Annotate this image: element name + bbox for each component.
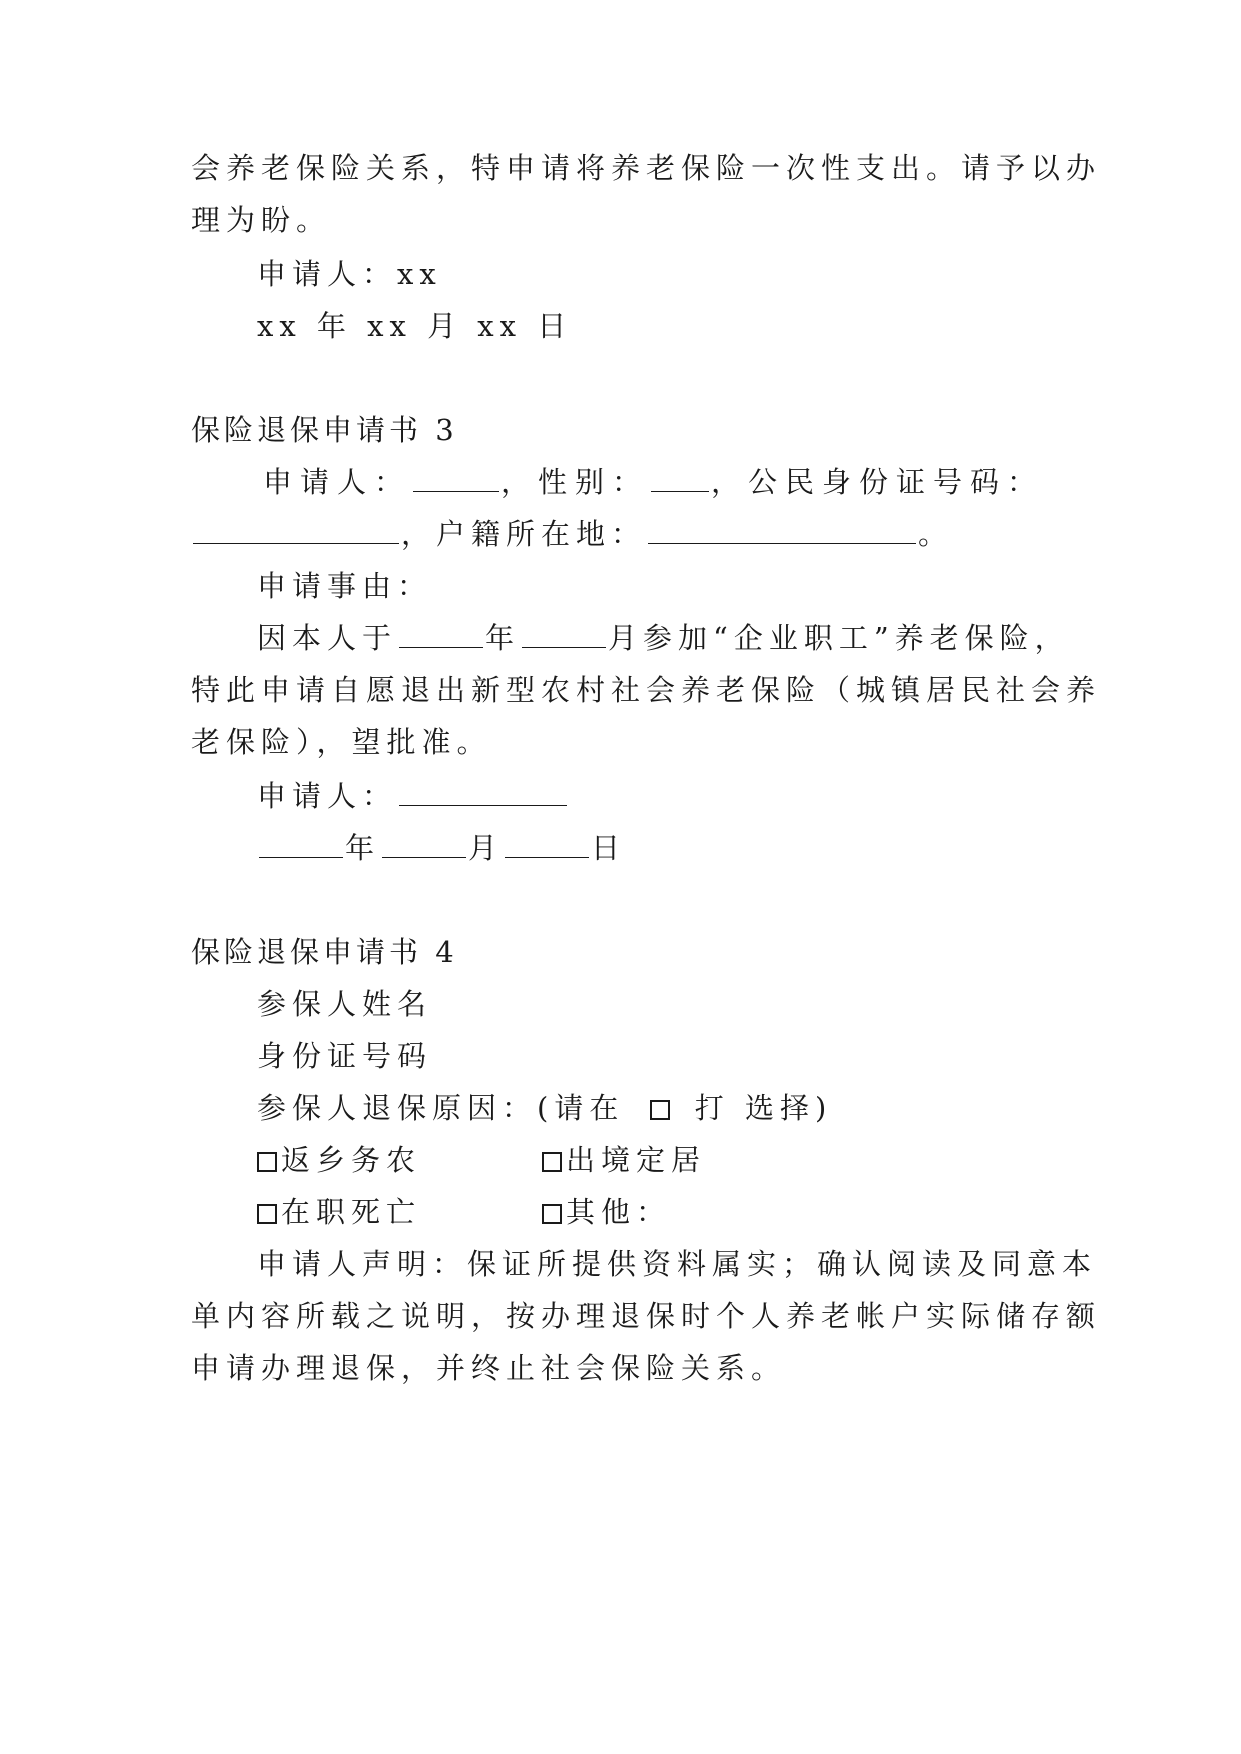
body-text: 月参加“企业职工”养老保险，	[608, 621, 1070, 655]
paragraph-line: 会养老保险关系，特申请将养老保险一次性支出。请予以办	[191, 151, 1102, 185]
paragraph-line: 老保险），望批准。	[191, 725, 492, 759]
option-return-farming[interactable]	[257, 1143, 421, 1177]
option-label: 其他：	[566, 1195, 672, 1229]
option-other[interactable]	[542, 1192, 671, 1232]
reason-label: 申请事由：	[257, 569, 433, 603]
id-number-label: ，公民身份证号码：	[711, 465, 1045, 499]
gender-blank	[651, 463, 709, 492]
id-number-label: 身份证号码	[257, 1039, 433, 1073]
date-day: 日	[591, 831, 627, 865]
month-blank	[522, 619, 606, 648]
checkbox[interactable]	[542, 1204, 562, 1224]
date-month: 月	[468, 831, 504, 865]
checkbox[interactable]	[542, 1152, 562, 1172]
year-blank	[399, 619, 483, 648]
options-row	[257, 1192, 1117, 1232]
declaration-line: 申请办理退保，并终止社会保险关系。	[191, 1351, 787, 1385]
signature-date	[257, 828, 1117, 868]
paragraph-line: 理为盼。	[191, 203, 332, 237]
options-row	[257, 1140, 1117, 1180]
name-blank	[413, 463, 499, 492]
residence-blank	[648, 515, 916, 544]
day-blank	[505, 829, 589, 858]
paragraph-line: 特此申请自愿退出新型农村社会养老保险（城镇居民社会养	[191, 673, 1102, 707]
applicant-info-line	[263, 462, 1123, 502]
body-text: 年	[485, 621, 521, 655]
insured-name-label: 参保人姓名	[257, 987, 433, 1021]
year-blank	[259, 829, 343, 858]
reason-prompt: 参保人退保原因：(请在	[257, 1091, 625, 1125]
signature-date: xx 年 xx 月 xx 日	[257, 309, 573, 343]
period: 。	[918, 517, 954, 551]
residence-line	[191, 514, 1051, 554]
date-year: 年	[345, 831, 381, 865]
section-title: 保险退保申请书 4	[191, 935, 458, 969]
id-number-blank	[193, 515, 399, 544]
section-title: 保险退保申请书 3	[191, 413, 458, 447]
checkbox-icon	[650, 1100, 670, 1120]
option-label: 返乡务农	[281, 1143, 422, 1177]
reason-prompt-tail: 打 选择)	[694, 1091, 833, 1125]
declaration-line: 申请人声明：保证所提供资料属实；确认阅读及同意本	[257, 1247, 1098, 1281]
month-blank	[382, 829, 466, 858]
withdrawal-reason-line	[257, 1088, 1117, 1128]
signature-applicant	[257, 776, 1117, 816]
gender-label: ，性别：	[501, 465, 650, 499]
option-emigrate[interactable]	[542, 1140, 706, 1180]
applicant-label: 申请人：	[257, 779, 398, 813]
option-label: 出境定居	[566, 1143, 707, 1177]
checkbox[interactable]	[257, 1204, 277, 1224]
reason-body-line	[257, 618, 1117, 658]
declaration-line: 单内容所载之说明，按办理退保时个人养老帐户实际储存额	[191, 1299, 1102, 1333]
signature-blank	[399, 777, 567, 806]
checkbox[interactable]	[257, 1152, 277, 1172]
applicant-label: 申请人：	[263, 465, 412, 499]
residence-label: ，户籍所在地：	[401, 517, 647, 551]
signature-applicant: 申请人：xx	[257, 257, 442, 291]
body-text: 因本人于	[257, 621, 398, 655]
option-label: 在职死亡	[281, 1195, 422, 1229]
option-death-in-service[interactable]	[257, 1195, 421, 1229]
